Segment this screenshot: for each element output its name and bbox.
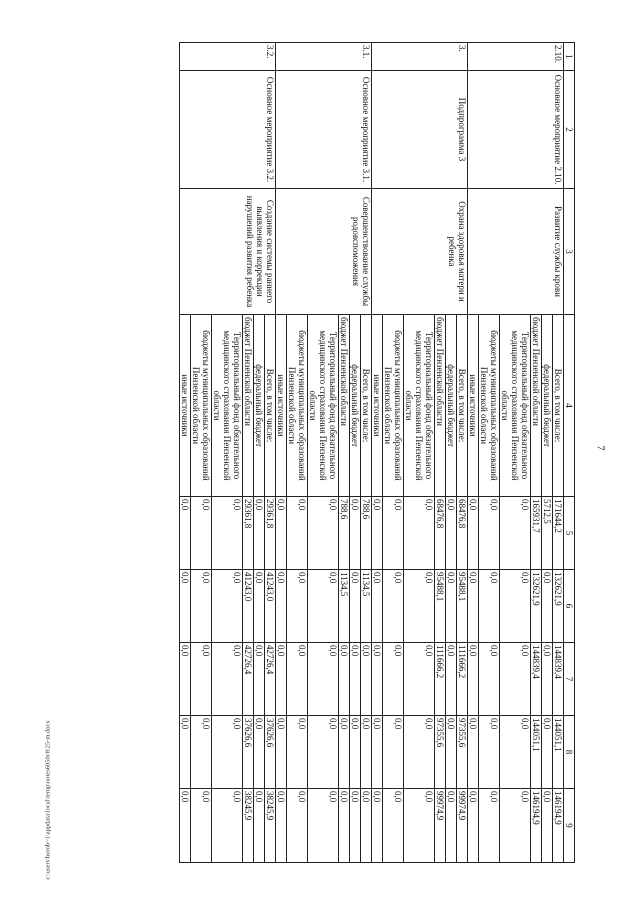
row-number-cell: 3.2. [180, 43, 276, 71]
value-cell: 1134,5 [339, 570, 350, 643]
funding-source-cell: иные источники [276, 315, 287, 497]
value-cell: 0,0 [372, 643, 383, 716]
value-cell: 0,0 [287, 789, 308, 863]
value-cell: 0,0 [212, 643, 243, 716]
value-cell: 0,0 [372, 789, 383, 863]
table-row [265, 43, 276, 863]
value-cell: 0,0 [383, 716, 404, 789]
value-cell: 165931,7 [531, 497, 542, 570]
value-cell: 0,0 [254, 716, 265, 789]
value-cell: 0,0 [446, 497, 457, 570]
funding-source-cell: иные источники [180, 315, 191, 497]
value-cell: 0,0 [383, 570, 404, 643]
value-cell: 144839,4 [553, 643, 564, 716]
value-cell: 0,0 [350, 789, 361, 863]
value-cell: 37626,6 [243, 716, 254, 789]
value-cell: 0,0 [468, 497, 479, 570]
funding-source-cell: федеральный бюджет [254, 315, 265, 497]
funding-source-cell: бюджеты муниципальных образований Пензенской области [479, 315, 500, 497]
value-cell: 0,0 [212, 789, 243, 863]
value-cell: 95488,1 [457, 570, 468, 643]
value-cell: 42726,4 [265, 643, 276, 716]
value-cell: 38245,9 [243, 789, 254, 863]
value-cell: 0,0 [372, 716, 383, 789]
measure-type-cell: Подпрограмма 3 [372, 71, 468, 189]
funding-source-cell: Территориальный фонд обязательного медицинского страхования Пензенской области [500, 315, 531, 497]
value-cell: 0,0 [404, 643, 435, 716]
value-cell: 0,0 [287, 570, 308, 643]
value-cell: 111666,2 [457, 643, 468, 716]
value-cell: 0,0 [287, 497, 308, 570]
value-cell: 788,6 [339, 497, 350, 570]
value-cell: 0,0 [308, 497, 339, 570]
funding-source-cell: Всего, в том числе: [457, 315, 468, 497]
value-cell: 0,0 [212, 570, 243, 643]
value-cell: 0,0 [542, 789, 553, 863]
value-cell: 0,0 [404, 789, 435, 863]
value-cell: 0,0 [446, 789, 457, 863]
header-cell: 1 [564, 43, 575, 71]
value-cell: 146194,9 [553, 789, 564, 863]
header-cell: 7 [564, 643, 575, 716]
funding-source-cell: Всего, в том числе: [361, 315, 372, 497]
value-cell: 0,0 [254, 497, 265, 570]
value-cell: 97355,6 [435, 716, 446, 789]
value-cell: 0,0 [446, 643, 457, 716]
funding-source-cell: бюджеты муниципальных образований Пензенской области [191, 315, 212, 497]
value-cell: 0,0 [276, 570, 287, 643]
value-cell: 41243,0 [243, 570, 254, 643]
funding-source-cell: Территориальный фонд обязательного медицинского страхования Пензенской области [308, 315, 339, 497]
header-cell: 3 [564, 189, 575, 315]
measure-name-cell: Совершенствование службы родовспоможения [276, 189, 372, 315]
value-cell: 0,0 [339, 716, 350, 789]
value-cell: 0,0 [479, 570, 500, 643]
value-cell: 132621,9 [553, 570, 564, 643]
funding-source-cell: бюджеты муниципальных образований Пензенской области [383, 315, 404, 497]
value-cell: 111666,2 [435, 643, 446, 716]
value-cell: 0,0 [404, 570, 435, 643]
value-cell: 0,0 [308, 789, 339, 863]
value-cell: 0,0 [308, 716, 339, 789]
value-cell: 0,0 [350, 716, 361, 789]
value-cell: 171644,2 [553, 497, 564, 570]
value-cell: 0,0 [479, 497, 500, 570]
value-cell: 1134,5 [361, 570, 372, 643]
value-cell: 0,0 [180, 789, 191, 863]
value-cell: 0,0 [350, 497, 361, 570]
value-cell: 0,0 [191, 789, 212, 863]
header-cell: 4 [564, 315, 575, 497]
value-cell: 0,0 [276, 716, 287, 789]
value-cell: 0,0 [500, 570, 531, 643]
value-cell: 0,0 [254, 570, 265, 643]
value-cell: 0,0 [361, 716, 372, 789]
funding-source-cell: Территориальный фонд обязательного медицинского страхования Пензенской области [212, 315, 243, 497]
value-cell: 99974,9 [457, 789, 468, 863]
table-body [180, 43, 564, 863]
value-cell: 0,0 [372, 497, 383, 570]
value-cell: 0,0 [361, 643, 372, 716]
rotated-table-container [65, 42, 575, 862]
value-cell: 0,0 [479, 643, 500, 716]
funding-source-cell: бюджет Пензенской области [243, 315, 254, 497]
value-cell: 0,0 [468, 789, 479, 863]
value-cell: 0,0 [500, 643, 531, 716]
value-cell: 29361,8 [265, 497, 276, 570]
value-cell: 0,0 [500, 716, 531, 789]
funding-source-cell: федеральный бюджет [350, 315, 361, 497]
value-cell: 0,0 [191, 570, 212, 643]
value-cell: 0,0 [191, 497, 212, 570]
row-number-cell: 3. [372, 43, 468, 71]
header-cell: 9 [564, 789, 575, 863]
table-row [553, 43, 564, 863]
value-cell: 0,0 [287, 643, 308, 716]
header-cell: 6 [564, 570, 575, 643]
value-cell: 0,0 [542, 570, 553, 643]
value-cell: 0,0 [276, 497, 287, 570]
funding-source-cell: федеральный бюджет [446, 315, 457, 497]
funding-source-cell: бюджет Пензенской области [531, 315, 542, 497]
value-cell: 0,0 [361, 789, 372, 863]
value-cell: 0,0 [383, 643, 404, 716]
value-cell: 97355,6 [457, 716, 468, 789]
measure-name-cell: Развитие службы крови [468, 189, 564, 315]
value-cell: 0,0 [350, 570, 361, 643]
header-cell: 5 [564, 497, 575, 570]
value-cell: 68476,8 [435, 497, 446, 570]
footer-file-path: c:\users\borob~1\appdata\local\temp\notes6050c8\25-m.docx [44, 720, 52, 880]
value-cell: 0,0 [542, 716, 553, 789]
value-cell: 0,0 [468, 716, 479, 789]
value-cell: 0,0 [468, 643, 479, 716]
value-cell: 0,0 [339, 789, 350, 863]
value-cell: 29361,8 [243, 497, 254, 570]
value-cell: 0,0 [191, 716, 212, 789]
value-cell: 0,0 [446, 716, 457, 789]
value-cell: 0,0 [180, 643, 191, 716]
row-number-cell: 3.1. [276, 43, 372, 71]
value-cell: 0,0 [350, 643, 361, 716]
value-cell: 0,0 [308, 643, 339, 716]
value-cell: 144051,1 [531, 716, 542, 789]
measure-type-cell: Основное мероприятие 2.10. [468, 71, 564, 189]
header-cell: 2 [564, 71, 575, 189]
funding-source-cell: бюджет Пензенской области [435, 315, 446, 497]
value-cell: 0,0 [479, 789, 500, 863]
value-cell: 0,0 [372, 570, 383, 643]
funding-source-cell: Всего, в том числе: [265, 315, 276, 497]
value-cell: 0,0 [339, 643, 350, 716]
header-row [564, 43, 575, 863]
value-cell: 0,0 [383, 789, 404, 863]
value-cell: 0,0 [276, 789, 287, 863]
value-cell: 788,6 [361, 497, 372, 570]
value-cell: 41243,0 [265, 570, 276, 643]
value-cell: 0,0 [180, 570, 191, 643]
value-cell: 0,0 [542, 643, 553, 716]
value-cell: 0,0 [254, 643, 265, 716]
funding-source-cell: Территориальный фонд обязательного медицинского страхования Пензенской области [404, 315, 435, 497]
header-cell: 8 [564, 716, 575, 789]
value-cell: 0,0 [276, 643, 287, 716]
value-cell: 146194,9 [531, 789, 542, 863]
value-cell: 0,0 [500, 497, 531, 570]
value-cell: 38245,9 [265, 789, 276, 863]
value-cell: 0,0 [308, 570, 339, 643]
value-cell: 144051,1 [553, 716, 564, 789]
value-cell: 0,0 [500, 789, 531, 863]
measure-type-cell: Основное мероприятие 3.1. [276, 71, 372, 189]
measure-type-cell: Основное мероприятие 3.2. [180, 71, 276, 189]
measure-name-cell: Охрана здоровья матери и ребенка [372, 189, 468, 315]
row-number-cell: 2.10. [468, 43, 564, 71]
value-cell: 68476,8 [457, 497, 468, 570]
value-cell: 0,0 [287, 716, 308, 789]
funding-source-cell: бюджет Пензенской области [339, 315, 350, 497]
measure-name-cell: Создание системы раннего выявления и коррекции нарушений развития ребенка [180, 189, 276, 315]
value-cell: 5712,5 [542, 497, 553, 570]
table-row [457, 43, 468, 863]
value-cell: 0,0 [468, 570, 479, 643]
value-cell: 0,0 [212, 716, 243, 789]
value-cell: 0,0 [479, 716, 500, 789]
value-cell: 37626,6 [265, 716, 276, 789]
value-cell: 0,0 [191, 643, 212, 716]
value-cell: 42726,4 [243, 643, 254, 716]
value-cell: 0,0 [446, 570, 457, 643]
value-cell: 144839,4 [531, 643, 542, 716]
value-cell: 132621,9 [531, 570, 542, 643]
value-cell: 95488,1 [435, 570, 446, 643]
value-cell: 0,0 [254, 789, 265, 863]
funding-source-cell: иные источники [372, 315, 383, 497]
value-cell: 0,0 [180, 497, 191, 570]
value-cell: 99974,9 [435, 789, 446, 863]
value-cell: 0,0 [404, 716, 435, 789]
value-cell: 0,0 [180, 716, 191, 789]
value-cell: 0,0 [383, 497, 404, 570]
budget-table [179, 42, 575, 863]
value-cell: 0,0 [212, 497, 243, 570]
table-row [361, 43, 372, 863]
value-cell: 0,0 [404, 497, 435, 570]
funding-source-cell: иные источники [468, 315, 479, 497]
page-number: 7 [594, 445, 606, 451]
funding-source-cell: бюджеты муниципальных образований Пензенской области [287, 315, 308, 497]
funding-source-cell: федеральный бюджет [542, 315, 553, 497]
funding-source-cell: Всего, в том числе: [553, 315, 564, 497]
